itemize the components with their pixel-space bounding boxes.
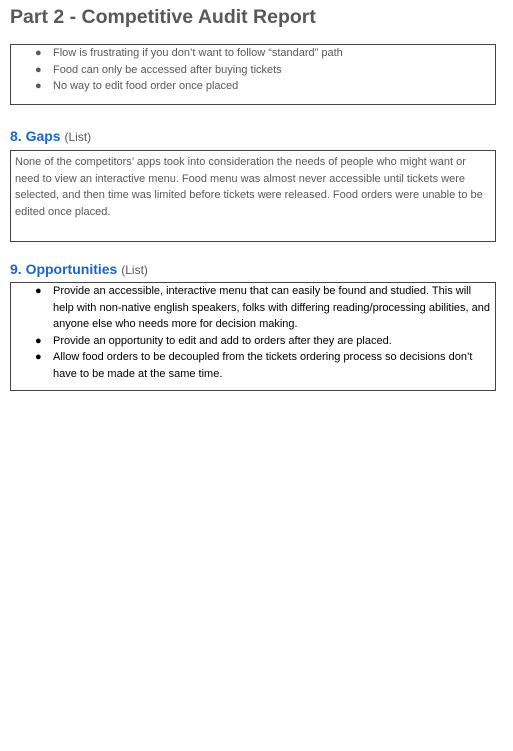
problems-list — [11, 45, 495, 95]
gaps-text: None of the competitors’ apps took into consideration the needs of people who might want or need to view an interactive menu. Food menu was almost never accessible until tickets were selected, and then time was limited before tickets were released. Food orders were unable to be edited once placed. — [15, 156, 483, 218]
page-title: Part 2 - Competitive Audit Report — [10, 6, 316, 28]
gaps-box — [10, 150, 496, 242]
list-item-text: Allow food orders to be decoupled from the tickets ordering process so decisions don’t have to be made at the same time. — [53, 351, 473, 380]
bullet-icon: ● — [35, 63, 42, 76]
list-item-text: Flow is frustrating if you don’t want to follow “standard” path — [53, 47, 343, 59]
list-item-text: Provide an accessible, interactive menu that can easily be found and studied. This will help with non-native english speakers, folks with differing reading/processing abilities, and anyone else who needs more for decision making. — [53, 285, 490, 330]
bullet-icon: ● — [35, 334, 42, 347]
list-item — [11, 333, 495, 350]
list-item — [11, 62, 495, 79]
bullet-icon: ● — [35, 285, 42, 297]
list-item-text: Food can only be accessed after buying tickets — [53, 63, 282, 76]
problems-box — [10, 44, 496, 105]
list-item-text: Provide an opportunity to edit and add to orders after they are placed. — [53, 334, 392, 347]
bullet-icon: ● — [35, 47, 42, 59]
list-item — [11, 45, 495, 62]
bullet-icon: ● — [35, 80, 42, 92]
opportunities-heading-sub: (List) — [121, 263, 148, 277]
opportunities-heading — [10, 261, 148, 277]
bullet-icon: ● — [35, 351, 42, 363]
gaps-heading-label: 8. Gaps — [10, 128, 61, 144]
list-item — [11, 78, 495, 95]
opportunities-heading-label: 9. Opportunities — [10, 261, 118, 277]
gaps-heading-sub: (List) — [64, 130, 92, 144]
gaps-heading — [10, 128, 91, 144]
list-item — [11, 283, 495, 333]
opportunities-list — [11, 283, 495, 382]
opportunities-box — [10, 282, 496, 391]
list-item-text: No way to edit food order once placed — [53, 80, 239, 92]
list-item — [11, 349, 495, 382]
